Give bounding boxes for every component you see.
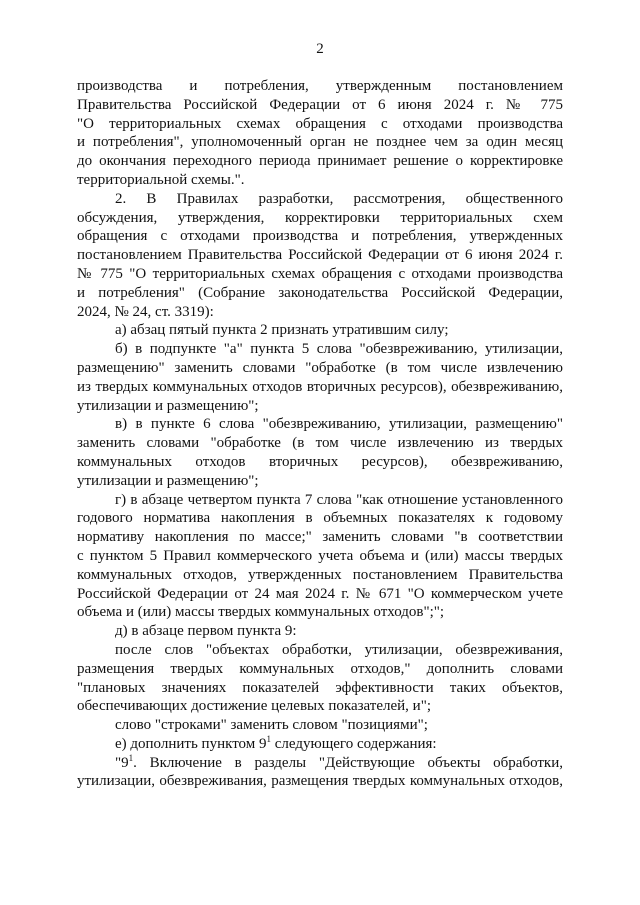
- text-segment: . Включение в разделы "Действующие объекты обработки,: [133, 754, 563, 771]
- text-line: обращения с отходами производства и потребления, утвержденных: [77, 228, 563, 245]
- text-line: "плановых значениях показателей эффективности таких объектов,: [77, 679, 563, 696]
- text-line: б) в подпункте "а" пункта 5 слова "обезвреживанию, утилизации,: [115, 341, 563, 358]
- text-segment: следующего содержания:: [271, 735, 437, 752]
- text-line: объема и (или) массы твердых коммунальных отходов";";: [77, 604, 445, 621]
- text-line: коммунальных отходов, утвержденных постановлением Правительства: [77, 566, 563, 583]
- text-line: коммунальных отходов вторичных ресурсов), обезвреживанию,: [77, 453, 563, 470]
- text-line: производства и потребления, утвержденным постановлением: [77, 78, 563, 94]
- text-line: заменить словами "обработке (в том числе извлечению из твердых: [77, 435, 563, 452]
- text-line: годового норматива накопления в объемных показателях к годовому: [77, 510, 563, 527]
- text-line: размещению" заменить словами "обработке (в том числе извлечению: [77, 359, 563, 376]
- text-line: [77, 735, 563, 754]
- text-line: из твердых коммунальных отходов вторичных ресурсов), обезвреживанию,: [77, 378, 563, 395]
- text-line: после слов "объектах обработки, утилизации, обезвреживания,: [115, 641, 563, 658]
- text-line: № 775 "О территориальных схемах обращения с отходами производства: [77, 265, 563, 282]
- text-line: до окончания переходного периода принимает решение о корректировке: [77, 153, 563, 170]
- text-line: постановлением Правительства Российской Федерации от 6 июня 2024 г.: [77, 247, 563, 264]
- text-line: территориальной схемы.".: [77, 171, 245, 188]
- text-line: слово "строками" заменить словом "позициями";: [115, 717, 428, 734]
- superscript: 1: [266, 733, 272, 744]
- text-line: и потребления", уполномоченный орган не позднее чем за один месяц: [77, 134, 563, 151]
- text-line: нормативу накопления по массе;" заменить словами "в соответствии: [77, 529, 563, 546]
- text-line: 2. В Правилах разработки, рассмотрения, общественного: [115, 190, 563, 207]
- text-line: 2024, № 24, ст. 3319):: [77, 303, 214, 320]
- text-line: Российской Федерации от 24 мая 2024 г. № 671 "О коммерческом учете: [77, 585, 563, 602]
- superscript: 1: [128, 752, 134, 763]
- text-line: Правительства Российской Федерации от 6 июня 2024 г. № 775: [77, 96, 563, 113]
- text-line: обеспечивающих достижение целевых показателей, и";: [77, 698, 431, 715]
- text-line: обсуждения, утверждения, корректировки территориальных схем: [77, 209, 563, 226]
- text-segment: "9: [115, 754, 129, 771]
- text-line: а) абзац пятый пункта 2 признать утратившим силу;: [115, 322, 449, 339]
- text-line: и потребления" (Собрание законодательства Российской Федерации,: [77, 284, 563, 301]
- text-segment: е) дополнить пунктом 9: [115, 735, 267, 752]
- page-number: 2: [316, 41, 324, 57]
- text-line: "О территориальных схемах обращения с отходами производства: [77, 115, 563, 132]
- text-line: с пунктом 5 Правил коммерческого учета объема и (или) массы твердых: [77, 547, 563, 564]
- text-line: д) в абзаце первом пункта 9:: [115, 623, 297, 640]
- text-line: в) в пункте 6 слова "обезвреживанию, утилизации, размещению": [115, 416, 563, 433]
- text-line: [77, 754, 563, 773]
- text-line: утилизации и размещению";: [77, 472, 259, 489]
- text-line: утилизации, обезвреживания, размещения твердых коммунальных отходов,: [77, 773, 563, 790]
- text-line: утилизации и размещению";: [77, 397, 259, 414]
- text-line: г) в абзаце четвертом пункта 7 слова "как отношение установленного: [115, 491, 563, 508]
- document-body: [77, 77, 563, 791]
- text-line: размещения твердых коммунальных отходов," дополнить словами: [77, 660, 563, 677]
